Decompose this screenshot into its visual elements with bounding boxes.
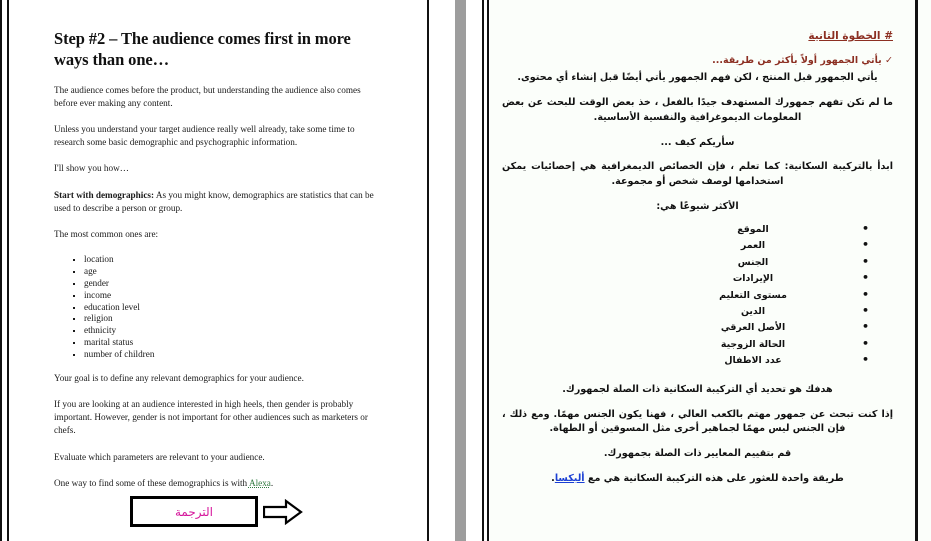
source-paragraph-7: If you are looking at an audience interested in high heels, then gender is probably important. However, gender is not important for other audiences such as marketers or chefs. bbox=[54, 399, 368, 436]
source-paragraph-3: I'll show you how… bbox=[54, 163, 129, 174]
source-paragraph-4-rest: As you might know, demographics are statistics that can be used to describe a person or group. bbox=[54, 189, 374, 213]
list-item: age bbox=[84, 266, 386, 278]
list-item: • الموقع bbox=[663, 225, 843, 241]
divider-edge-outer bbox=[482, 0, 484, 541]
list-item: • مستوى التعليم bbox=[663, 291, 843, 307]
page-title: Step #2 – The audience comes first in more ways than one… bbox=[54, 29, 351, 70]
translated-subheading: ✓ يأتي الجمهور أولاً بأكثر من طريقة... bbox=[712, 54, 893, 66]
source-paragraph-5: The most common ones are: bbox=[54, 228, 159, 239]
source-paragraph-6: Your goal is to define any relevant demographics for your audience. bbox=[54, 373, 304, 384]
translated-paragraph-9 bbox=[502, 472, 893, 487]
source-paragraph-2: Unless you understand your target audience really well already, take some time to research some basic demographic and psychographic information. bbox=[54, 124, 355, 148]
list-item: ethnicity bbox=[84, 325, 386, 337]
list-item: • عدد الاطفال bbox=[663, 356, 843, 372]
translated-paragraph-1: يأتي الجمهور قبل المنتج ، لكن فهم الجمهور يأتي أيضًا قبل إنشاء أي محتوى. bbox=[517, 71, 878, 83]
source-paragraph-8: Evaluate which parameters are relevant to your audience. bbox=[54, 451, 265, 462]
source-paragraph-4-lead: Start with demographics: bbox=[54, 189, 155, 200]
list-item: • الجنس bbox=[663, 258, 843, 274]
list-item: gender bbox=[84, 278, 386, 290]
translated-paragraph-4: ابدأ بالتركيبة السكانية: كما تعلم ، فإن الخصائص الديمغرافية هي إحصائيات يمكن استخدامها لوصف شخص أو مجموعة. bbox=[502, 161, 893, 188]
demographics-list-en bbox=[54, 254, 386, 362]
alexa-link[interactable]: Alexa bbox=[248, 477, 271, 488]
divider-scrollbar[interactable] bbox=[455, 0, 466, 541]
list-item: • الحالة الزوجية bbox=[663, 340, 843, 356]
list-item: location bbox=[84, 254, 386, 266]
translated-paragraph-9-lead: طريقة واحدة للعثور على هذه التركيبة السكانية هي مع bbox=[584, 473, 844, 485]
translated-paragraph-6: هدفك هو تحديد أي التركيبة السكانية ذات الصلة لجمهورك. bbox=[562, 383, 833, 395]
pane-divider bbox=[429, 0, 490, 541]
arrow-right-icon bbox=[263, 499, 303, 525]
translated-paragraph-9-tail: . bbox=[551, 473, 555, 485]
list-item: • الإيرادات bbox=[663, 274, 843, 290]
source-paragraph-9-lead: One way to find some of these demographics is with bbox=[54, 477, 249, 488]
source-paragraph-4 bbox=[54, 189, 386, 215]
translated-paragraph-5: الأكثر شيوعًا هي: bbox=[656, 201, 739, 213]
translate-button-label: الترجمة bbox=[174, 504, 214, 519]
translated-document-pane bbox=[490, 0, 931, 541]
list-item: • الدين bbox=[663, 307, 843, 323]
source-document-pane bbox=[0, 0, 429, 541]
translate-control-row bbox=[130, 496, 303, 527]
translated-paragraph-2: ما لم تكن تفهم جمهورك المستهدف جيدًا بالفعل ، خذ بعض الوقت للبحث عن بعض المعلومات الديموغرافية والنفسية الأساسية. bbox=[502, 96, 893, 123]
divider-edge-inner bbox=[487, 0, 489, 541]
demographics-list-ar bbox=[502, 225, 871, 373]
list-item: • الأصل العرقي bbox=[663, 323, 843, 339]
list-item: religion bbox=[84, 313, 386, 325]
source-paragraph-1: The audience comes before the product, but understanding the audience also comes before ever making any content. bbox=[54, 85, 361, 109]
translated-paragraph-3: سأريكم كيف ... bbox=[660, 136, 735, 148]
source-paragraph-9 bbox=[54, 477, 386, 490]
list-item: income bbox=[84, 290, 386, 302]
list-item: education level bbox=[84, 302, 386, 314]
list-item: number of children bbox=[84, 349, 386, 361]
list-item: marital status bbox=[84, 337, 386, 349]
translated-paragraph-7: إذا كنت تبحث عن جمهور مهتم بالكعب العالي ، فهنا يكون الجنس مهمًا. ومع ذلك ، فإن الجنس ليس مهمًا لجماهير أخرى مثل المسوقين أو الطهاة. bbox=[502, 408, 893, 435]
translated-document-body bbox=[502, 30, 893, 497]
alexa-link-ar[interactable]: أليكسا bbox=[554, 473, 585, 485]
source-document-body bbox=[54, 28, 386, 503]
source-paragraph-9-tail: . bbox=[270, 477, 274, 488]
list-item: • العمر bbox=[663, 241, 843, 257]
translated-heading: # الخطوة الثانية bbox=[808, 30, 893, 42]
translate-button[interactable] bbox=[130, 496, 258, 527]
translated-paragraph-8: قم بتقييم المعايير ذات الصلة بجمهورك. bbox=[603, 448, 792, 460]
